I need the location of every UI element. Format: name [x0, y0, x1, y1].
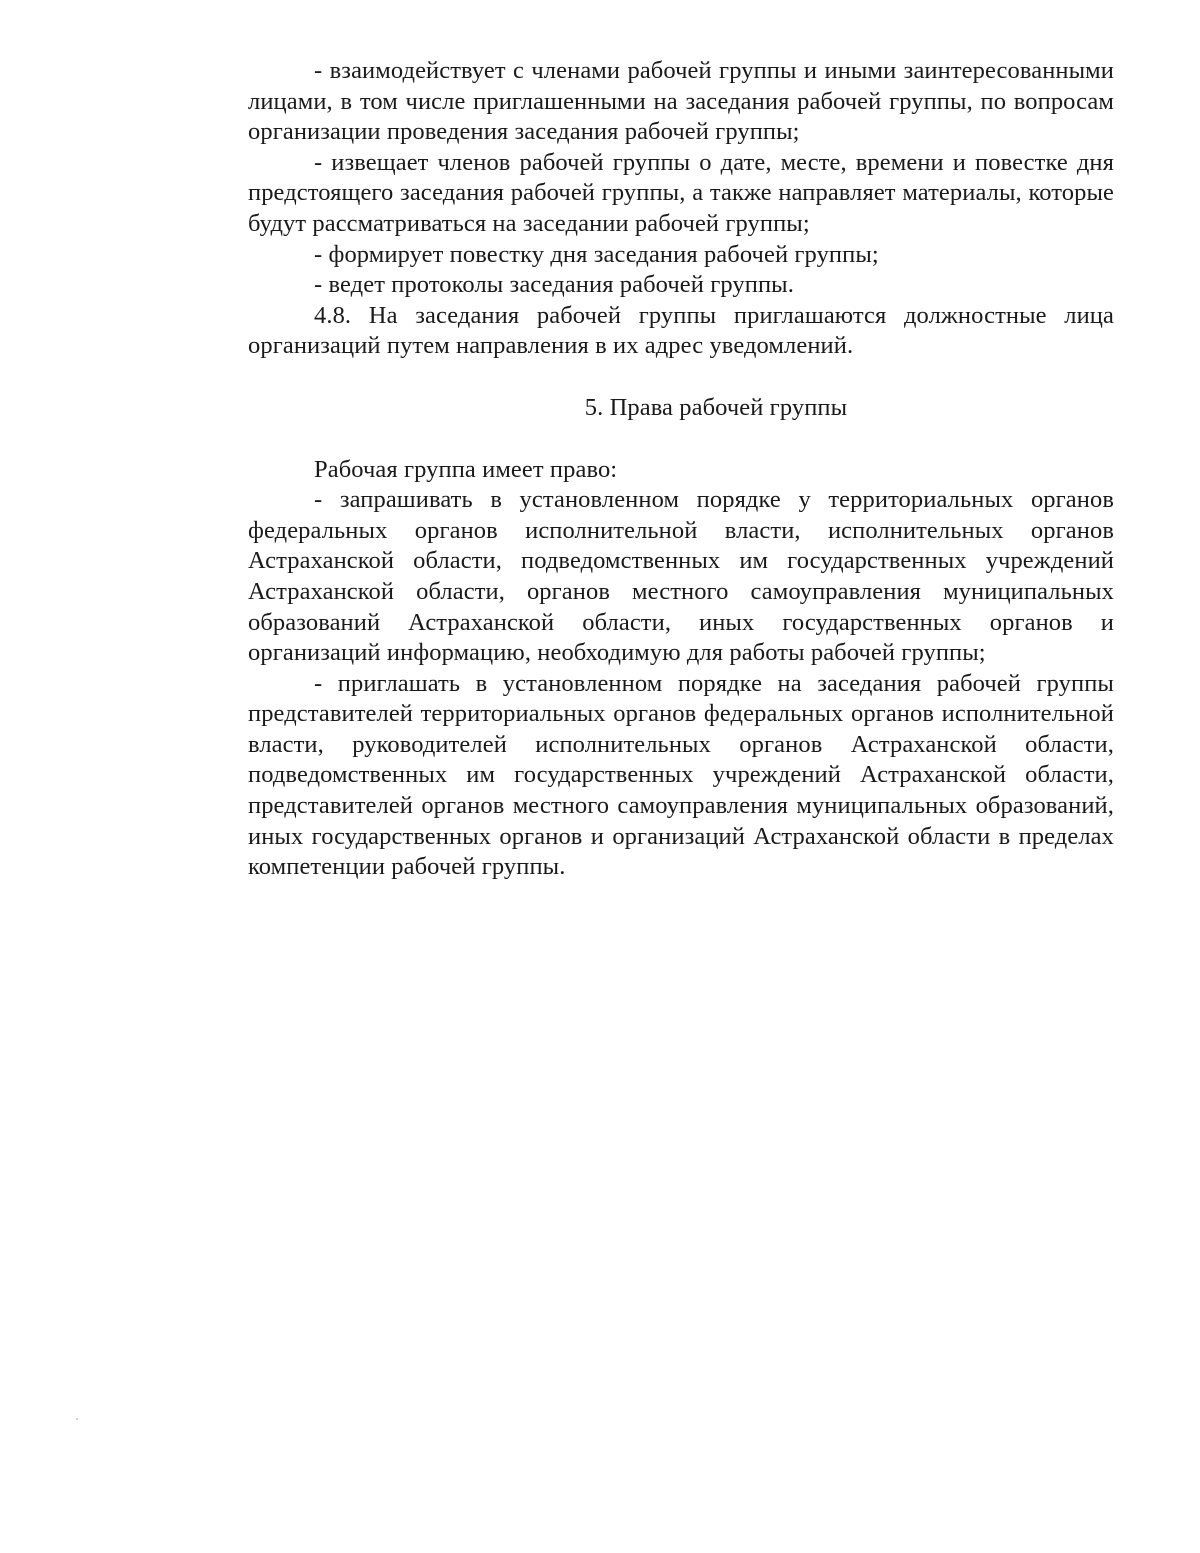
- paragraph-request-info: - запрашивать в установленном порядке у территориальных органов федеральных органов исполнительной власти, исполнительных органов Астраханской области, подведомственных им государственных учреждений Астраханской области, органов местного самоуправления муниципальных образований Астраханской области, иных государственных органов и организаций информацию, необходимую для работы рабочей группы;: [248, 486, 1114, 667]
- section-intro: Рабочая группа имеет право:: [314, 455, 618, 483]
- paragraph-minutes: - ведет протоколы заседания рабочей группы.: [314, 271, 794, 299]
- scan-speck: [76, 1418, 78, 1420]
- paragraph-4-8: 4.8. На заседания рабочей группы приглашаются должностные лица организаций путем направления в их адрес уведомлений.: [248, 301, 1114, 360]
- section-heading: 5. Права рабочей группы: [584, 393, 848, 421]
- paragraph-invite: - приглашать в установленном порядке на заседания рабочей группы представителей территориальных органов федеральных органов исполнительной власти, руководителей исполнительных органов Астраханской области, подведомственных им государственных учреждений Астраханской области, представителей органов местного самоуправления муниципальных образований, иных государственных органов и организаций Астраханской области в пределах компетенции рабочей группы.: [248, 669, 1114, 881]
- paragraph-notification: - извещает членов рабочей группы о дате, месте, времени и повестке дня предстоящего заседания рабочей группы, а также направляет материалы, которые будут рассматриваться на заседании рабочей группы;: [248, 148, 1114, 237]
- paragraph-interaction: - взаимодействует с членами рабочей группы и иными заинтересованными лицами, в том числе приглашенными на заседания рабочей группы, по вопросам организации проведения заседания рабочей группы;: [248, 57, 1114, 146]
- paragraph-agenda: - формирует повестку дня заседания рабочей группы;: [314, 240, 879, 268]
- document-page: [248, 56, 1114, 883]
